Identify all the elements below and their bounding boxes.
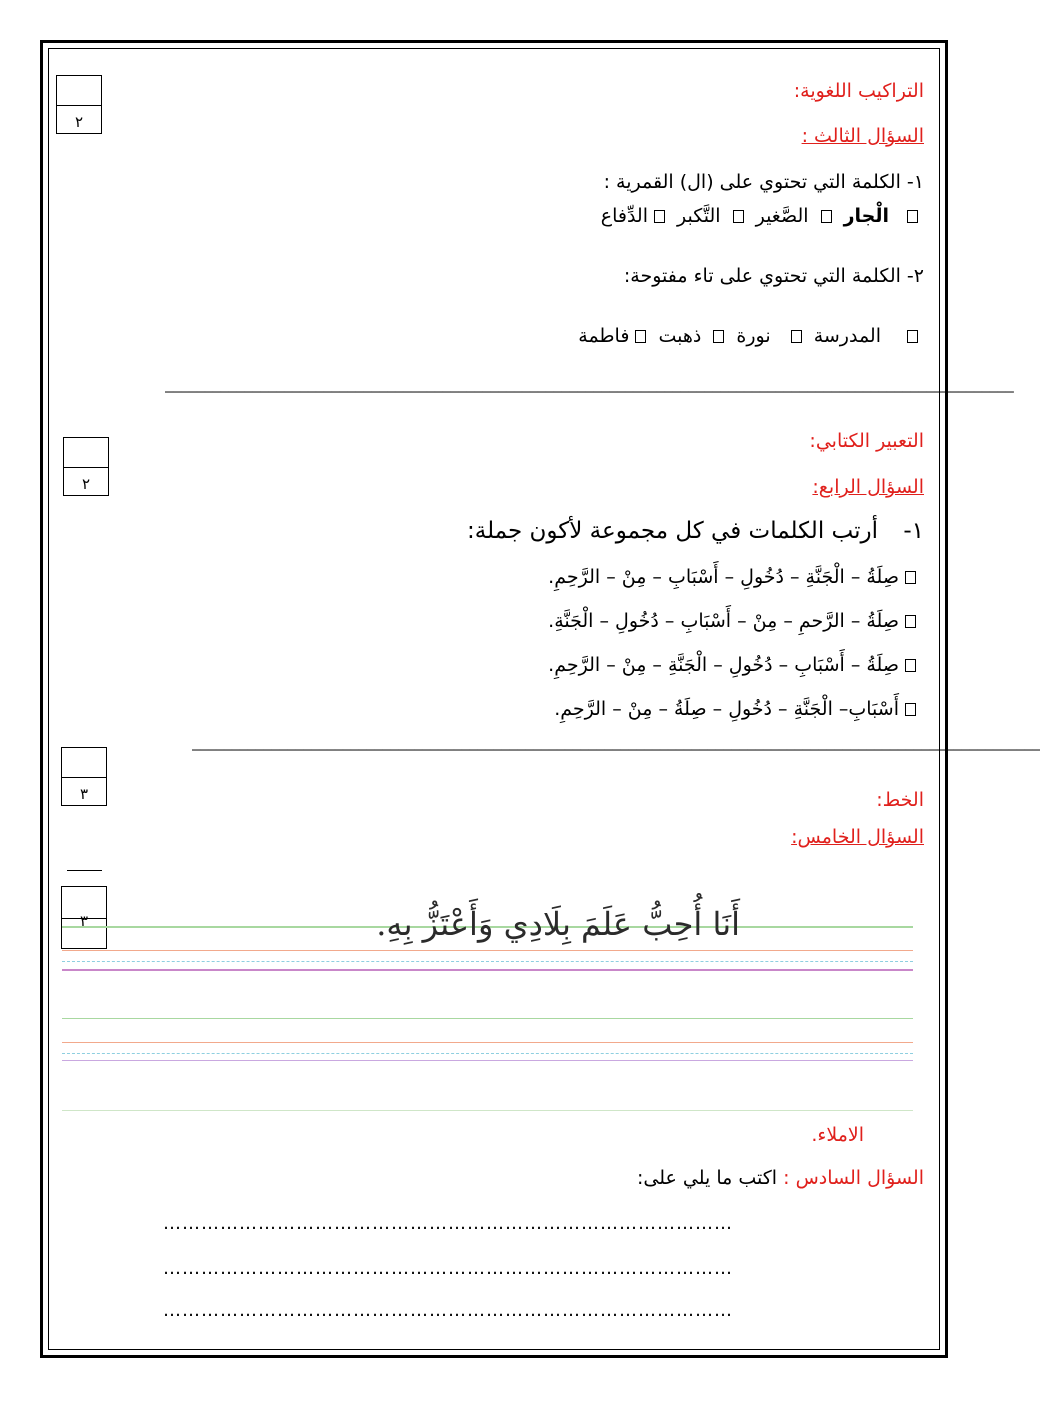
section4-heading: الاملاء. — [811, 1124, 864, 1146]
section1-heading: التراكيب اللغوية: — [793, 80, 924, 102]
answer-line[interactable]: ……………………………………………………………………………… — [163, 1213, 733, 1234]
q4-option — [548, 610, 922, 632]
checkbox[interactable] — [733, 210, 744, 223]
checkbox[interactable] — [713, 330, 724, 343]
score-line — [67, 870, 102, 871]
checkbox[interactable] — [821, 210, 832, 223]
guide-line-dashed — [62, 961, 913, 962]
answer-line[interactable]: ……………………………………………………………………………… — [163, 1258, 733, 1279]
checkbox[interactable] — [905, 703, 916, 716]
option-text: المدرسة — [813, 325, 881, 347]
score-box-q4: ٢ — [63, 437, 109, 496]
q4-instruction-number: ١- — [903, 518, 924, 544]
q3-item1-options — [601, 205, 924, 227]
q4-option — [554, 698, 922, 720]
checkbox[interactable] — [905, 659, 916, 672]
q4-instruction — [467, 518, 924, 544]
q3-item2-options — [578, 325, 924, 347]
q4-option — [548, 654, 922, 676]
q6-instruction: اكتب ما يلي على: — [637, 1167, 778, 1189]
section1-question: السؤال الثالث : — [801, 125, 924, 147]
guide-line-bottom — [62, 1060, 913, 1061]
checkbox[interactable] — [791, 330, 802, 343]
score-box-q5: ٣ — [61, 747, 107, 806]
option-text: صِلَةُ – الرَّحمِ – مِنْ – أَسْبَابِ – دُخُولِ – الْجَنَّةِ. — [548, 610, 899, 632]
option-text: التَّكبر — [677, 205, 721, 227]
section4-question: السؤال السادس : — [783, 1167, 924, 1189]
score-box-q3: ٢ — [56, 75, 102, 134]
answer-line[interactable]: ……………………………………………………………………………… — [163, 1300, 733, 1321]
handwriting-model-sentence: أَنَا أُحِبُّ عَلَمَ بِلَادِي وَأَعْتَزُّ بِهِ. — [376, 905, 740, 943]
checkbox[interactable] — [654, 210, 665, 223]
guide-line-bottom — [62, 969, 913, 971]
option-text: الدِّفاع — [600, 205, 648, 227]
guide-line-dashed — [62, 1053, 913, 1054]
q4-instruction-text: أرتب الكلمات في كل مجموعة لأكون جملة: — [467, 518, 879, 544]
section3-question: السؤال الخامس: — [791, 826, 924, 848]
separator: ––––––––––––––––––––––––––––––––––––––––––––––––––––––––––––––––––––––––––––––––––––––––––––––––––––––––––– — [192, 742, 1040, 758]
checkbox[interactable] — [905, 615, 916, 628]
section3-heading: الخط: — [876, 789, 924, 811]
option-text: الصَّغير — [755, 205, 809, 227]
option-text: نورة — [736, 325, 771, 347]
checkbox[interactable] — [907, 330, 918, 343]
q4-option — [548, 566, 922, 588]
score-box-q5-second: ٣ — [61, 886, 107, 949]
option-text: أَسْبَابِ– الْجَنَّةِ – دُخُولِ – صِلَةُ – مِنْ – الرَّحِمِ. — [554, 698, 899, 720]
option-text: ذهبت — [658, 325, 702, 347]
section2-heading: التعبير الكتابي: — [809, 430, 924, 452]
guide-line-extra — [62, 1110, 913, 1111]
guide-line-mid — [62, 1042, 913, 1043]
guide-line-top — [62, 1018, 913, 1019]
guide-line-mid — [62, 950, 913, 951]
q6-line — [637, 1167, 924, 1189]
option-text: الْجار — [843, 205, 889, 227]
option-text: فاطمة — [578, 325, 630, 347]
option-text: صِلَةُ – الْجَنَّةِ – دُخُولِ – أَسْبَابِ – مِنْ – الرَّحِمِ. — [548, 566, 899, 588]
q3-item2-prompt: ٢- الكلمة التي تحتوي على تاء مفتوحة: — [623, 265, 924, 287]
q3-item1-prompt: ١- الكلمة التي تحتوي على (ال) القمرية : — [603, 171, 924, 193]
checkbox[interactable] — [907, 210, 918, 223]
checkbox[interactable] — [905, 571, 916, 584]
option-text: صِلَةُ – أَسْبَابِ – دُخُولِ – الْجَنَّةِ – مِنْ – الرَّحِمِ. — [548, 654, 899, 676]
section2-question: السؤال الرابع: — [812, 476, 924, 498]
checkbox[interactable] — [635, 330, 646, 343]
separator: ––––––––––––––––––––––––––––––––––––––––––––––––––––––––––––––––––––––––––––––––––––––––––––––––––––––––––– — [165, 384, 1014, 400]
